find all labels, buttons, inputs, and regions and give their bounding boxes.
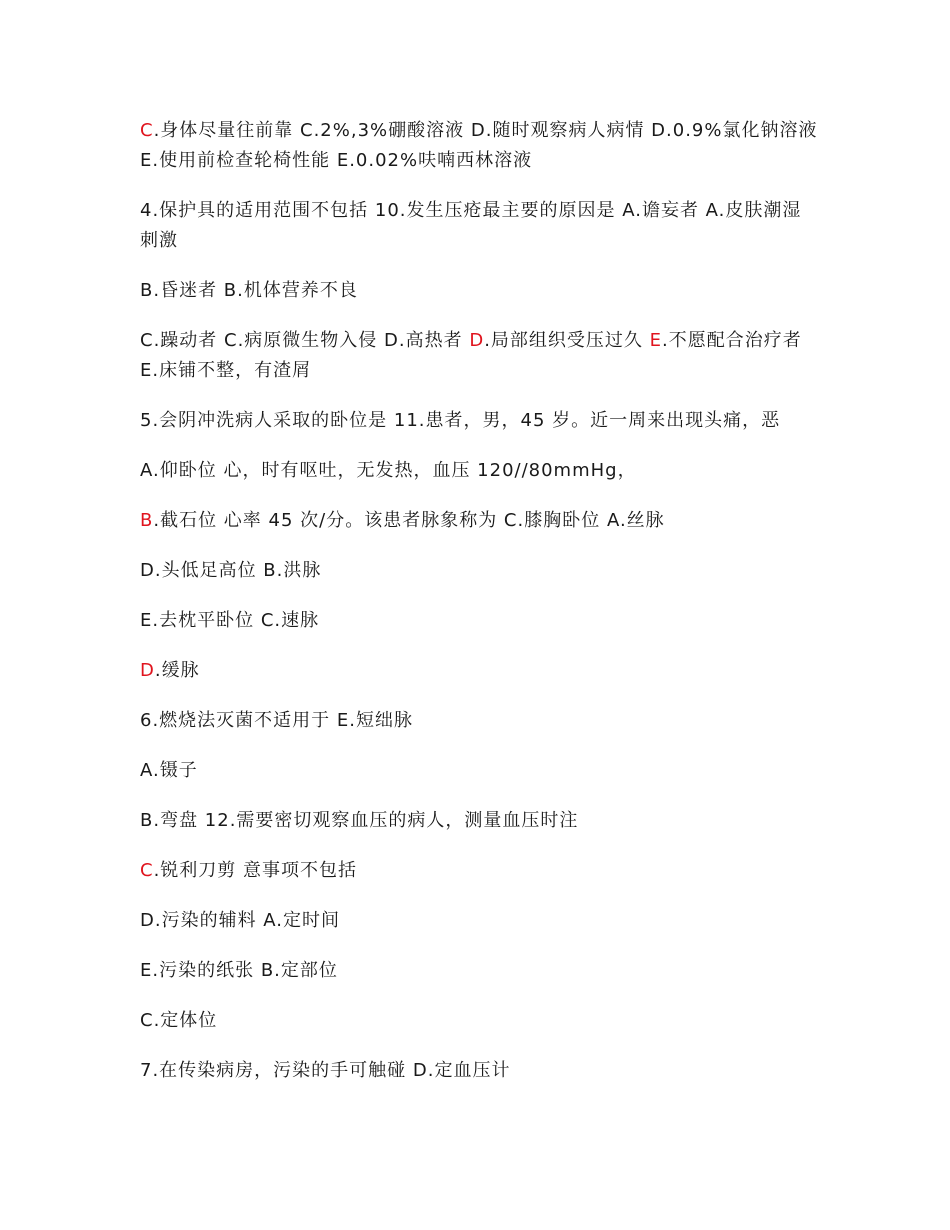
paragraph-text: .不愿配合治疗者 E.床铺不整，有渣屑	[140, 330, 802, 381]
highlighted-answer-letter: B	[140, 510, 154, 531]
paragraph-text: .缓脉	[154, 660, 200, 681]
paragraph-text: E.污染的纸张 B.定部位	[140, 960, 338, 981]
paragraph-text: E.去枕平卧位 C.速脉	[140, 610, 320, 631]
highlighted-answer-letter: E	[649, 330, 663, 351]
paragraph-text: .局部组织受压过久	[484, 330, 650, 351]
document-paragraph	[140, 906, 820, 936]
document-paragraph	[140, 856, 820, 886]
paragraph-text: .身体尽量往前靠 C.2%,3%硼酸溶液 D.随时观察病人病情 D.0.9%氯化钠溶液 E.使用前检查轮椅性能 E.0.02%呋喃西林溶液	[140, 120, 818, 171]
paragraph-text: B.昏迷者 B.机体营养不良	[140, 280, 358, 301]
highlighted-answer-letter: D	[140, 660, 155, 681]
paragraph-text: B.弯盘 12.需要密切观察血压的病人，测量血压时注	[140, 810, 579, 831]
paragraph-text: 7.在传染病房，污染的手可触碰 D.定血压计	[140, 1060, 511, 1081]
paragraph-text: D.头低足高位 B.洪脉	[140, 560, 322, 581]
document-paragraph	[140, 196, 820, 256]
document-paragraph	[140, 706, 820, 736]
paragraph-text: A.仰卧位 心，时有呕吐，无发热，血压 120//80mmHg，	[140, 460, 637, 481]
document-paragraph	[140, 656, 820, 686]
paragraph-text: .截石位 心率 45 次/分。该患者脉象称为 C.膝胸卧位 A.丝脉	[153, 510, 665, 531]
paragraph-text: C.躁动者 C.病原微生物入侵 D.高热者	[140, 330, 470, 351]
document-paragraph	[140, 756, 820, 786]
highlighted-answer-letter: D	[469, 330, 485, 351]
document-paragraph	[140, 556, 820, 586]
document-paragraph	[140, 606, 820, 636]
paragraph-text: 5.会阴冲洗病人采取的卧位是 11.患者，男，45 岁。近一周来出现头痛，恶	[140, 410, 781, 431]
paragraph-text: D.污染的辅料 A.定时间	[140, 910, 341, 931]
document-paragraph	[140, 406, 820, 436]
document-paragraph	[140, 326, 820, 386]
highlighted-answer-letter: C	[140, 120, 154, 141]
document-paragraph	[140, 116, 820, 176]
document-paragraph	[140, 506, 820, 536]
document-paragraph	[140, 456, 820, 486]
paragraph-text: .锐利刀剪 意事项不包括	[153, 860, 358, 881]
document-paragraph	[140, 956, 820, 986]
highlighted-answer-letter: C	[140, 860, 154, 881]
document-paragraph	[140, 276, 820, 306]
paragraph-text: C.定体位	[140, 1010, 218, 1031]
document-paragraph	[140, 806, 820, 836]
paragraph-text: 4.保护具的适用范围不包括 10.发生压疮最主要的原因是 A.谵妄者 A.皮肤潮湿刺激	[140, 200, 802, 251]
paragraph-text: A.镊子	[140, 760, 198, 781]
paragraph-text: 6.燃烧法灭菌不适用于 E.短绌脉	[140, 710, 413, 731]
document-page	[140, 116, 820, 1106]
document-paragraph	[140, 1006, 820, 1036]
document-paragraph	[140, 1056, 820, 1086]
